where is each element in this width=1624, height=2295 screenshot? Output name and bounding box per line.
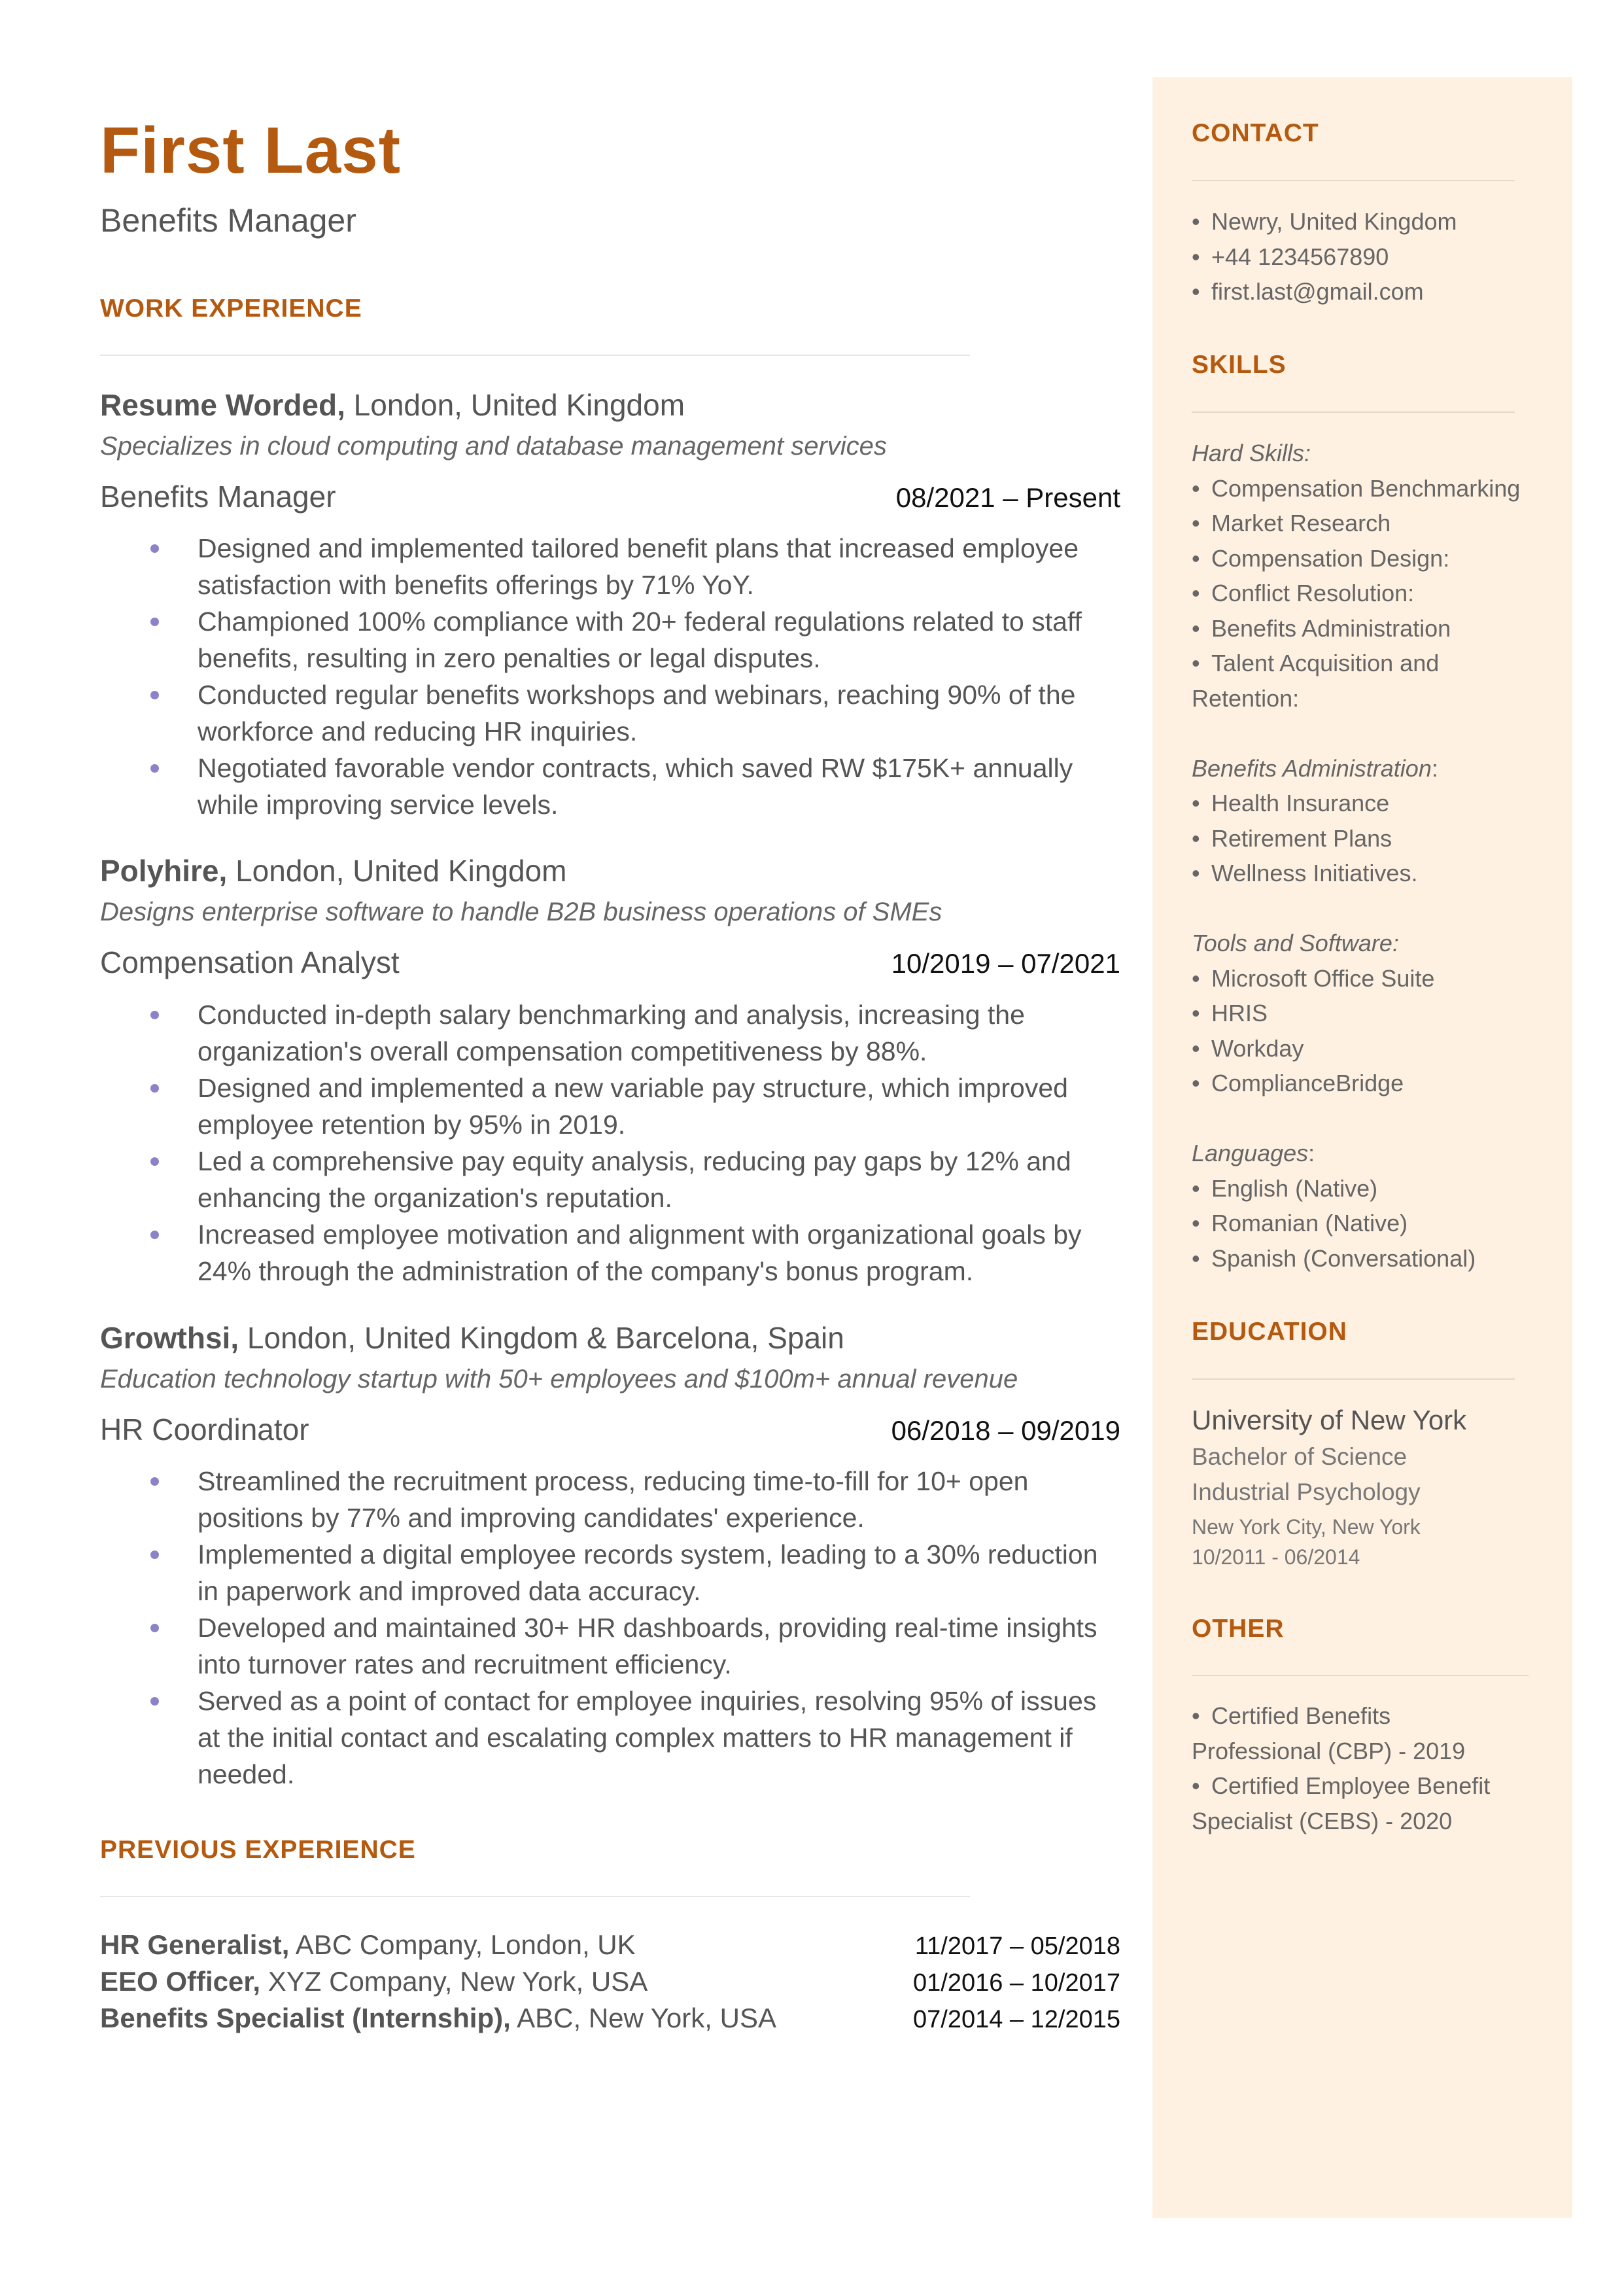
list-item: Developed and maintained 30+ HR dashboards, providing real-time insights into turnover rates and recruitment efficiency.: [150, 1609, 1099, 1683]
list-item: Negotiated favorable vendor contracts, which saved RW $175K+ annually while improving service levels.: [150, 750, 1099, 823]
list-item: • ComplianceBridge: [1192, 1070, 1404, 1096]
job-2-location: London, United Kingdom: [227, 854, 567, 888]
job-1-company-line: [100, 390, 685, 420]
spacer: [1192, 891, 1558, 926]
education-divider: [1192, 1378, 1515, 1380]
contact-location: • Newry, United Kingdom: [1192, 208, 1457, 235]
list-item: • Workday: [1192, 1034, 1304, 1062]
job-1-bullets: [150, 530, 1099, 823]
candidate-name: First Last: [100, 114, 402, 187]
skills-divider: [1192, 412, 1515, 413]
job-2-role: Compensation Analyst: [100, 945, 400, 979]
list-item: • Compensation Benchmarking: [1192, 474, 1521, 502]
previous-row-3-dates: 07/2014 – 12/2015: [913, 2006, 1120, 2033]
job-1-role: Benefits Manager: [100, 480, 336, 514]
previous-row-2-dates: 01/2016 – 10/2017: [913, 1969, 1120, 1997]
contact-phone: • +44 1234567890: [1192, 243, 1389, 270]
previous-row-1-dates: 11/2017 – 05/2018: [914, 1933, 1120, 1960]
job-2-bullets: [150, 996, 1099, 1289]
education-major: Industrial Psychology: [1192, 1479, 1421, 1505]
list-item: Designed and implemented tailored benefit plans that increased employee satisfaction with benefits offerings by 71% YoY.: [150, 530, 1099, 603]
job-3-bullets: [150, 1463, 1099, 1793]
job-2-company: Polyhire,: [100, 854, 228, 888]
contact-email: • first.last@gmail.com: [1192, 278, 1424, 305]
education-location: New York City, New York: [1192, 1515, 1421, 1539]
bullet-icon: [150, 764, 159, 773]
job-1-location: London, United Kingdom: [345, 388, 685, 422]
job-2-dates: 10/2019 – 07/2021: [891, 948, 1120, 979]
other-list: [1192, 1698, 1558, 1838]
list-item: • Microsoft Office Suite: [1192, 964, 1435, 992]
skills-heading: SKILLS: [1192, 351, 1287, 379]
list-item: Increased employee motivation and alignment with organizational goals by 24% through the administration of the company's bonus program.: [150, 1216, 1099, 1289]
education-university: University of New York: [1192, 1405, 1467, 1435]
job-3-company: Growthsi,: [100, 1321, 239, 1355]
list-item: Streamlined the recruitment process, reducing time-to-fill for 10+ open positions by 77% and improving candidates' experience.: [150, 1463, 1099, 1536]
contact-heading: CONTACT: [1192, 119, 1319, 147]
bullet-icon: [150, 1697, 159, 1706]
list-item: • Market Research: [1192, 510, 1391, 536]
list-item-continued: Specialist (CEBS) - 2020: [1192, 1807, 1453, 1834]
benefits-admin-label: Benefits Administration:: [1192, 754, 1438, 782]
list-item-continued: Retention:: [1192, 684, 1300, 712]
list-item: • English (Native): [1192, 1174, 1378, 1202]
list-item: Served as a point of contact for employee inquiries, resolving 95% of issues at the initial contact and escalating complex matters to HR management if needed.: [150, 1683, 1099, 1793]
skills-list: [1192, 436, 1558, 1276]
list-item: Led a comprehensive pay equity analysis, reducing pay gaps by 12% and enhancing the organization's reputation.: [150, 1143, 1099, 1216]
list-item: • Talent Acquisition and: [1192, 650, 1440, 676]
job-1-dates: 08/2021 – Present: [895, 482, 1120, 513]
job-2-company-line: [100, 856, 566, 886]
contact-divider: [1192, 180, 1515, 181]
previous-row-1: HR Generalist, ABC Company, London, UK: [100, 1929, 636, 1960]
list-item: • Wellness Initiatives.: [1192, 860, 1418, 886]
previous-row-3: Benefits Specialist (Internship), ABC, New York, USA: [100, 2003, 776, 2033]
job-2-tagline: Designs enterprise software to handle B2B business operations of SMEs: [100, 898, 942, 926]
tools-label: Tools and Software:: [1192, 930, 1399, 956]
previous-experience-heading: PREVIOUS EXPERIENCE: [100, 1836, 416, 1864]
education-heading: EDUCATION: [1192, 1318, 1347, 1346]
list-item: • Conflict Resolution:: [1192, 580, 1415, 606]
bullet-icon: [150, 691, 159, 699]
bullet-icon: [150, 1231, 159, 1239]
bullet-icon: [150, 544, 159, 553]
bullet-icon: [150, 1477, 159, 1486]
job-1-company: Resume Worded,: [100, 388, 345, 422]
work-experience-heading: WORK EXPERIENCE: [100, 294, 362, 323]
bullet-icon: [150, 1084, 159, 1093]
job-1-tagline: Specializes in cloud computing and database management services: [100, 432, 887, 461]
list-item: Conducted regular benefits workshops and webinars, reaching 90% of the workforce and reducing HR inquiries.: [150, 676, 1099, 750]
job-3-company-line: [100, 1323, 844, 1353]
list-item: Conducted in-depth salary benchmarking and analysis, increasing the organization's overall compensation competitiveness by 88%.: [150, 996, 1099, 1070]
list-item: • Certified Benefits: [1192, 1702, 1391, 1729]
contact-list: [1192, 204, 1558, 309]
list-item: • Benefits Administration: [1192, 614, 1451, 642]
list-item: • Compensation Design:: [1192, 544, 1450, 572]
previous-row-2: EEO Officer, XYZ Company, New York, USA: [100, 1966, 648, 1997]
list-item: Implemented a digital employee records system, leading to a 30% reduction in paperwork and improved data accuracy.: [150, 1536, 1099, 1609]
other-divider: [1192, 1675, 1529, 1676]
spacer: [1192, 716, 1558, 751]
spacer: [1192, 1101, 1558, 1136]
work-experience-divider: [100, 355, 970, 356]
list-item: • Romanian (Native): [1192, 1210, 1408, 1236]
list-item: • Certified Employee Benefit: [1192, 1772, 1491, 1799]
list-item: Designed and implemented a new variable pay structure, which improved employee retention by 95% in 2019.: [150, 1070, 1099, 1143]
previous-experience-divider: [100, 1896, 970, 1897]
education-dates: 10/2011 - 06/2014: [1192, 1545, 1360, 1569]
other-heading: OTHER: [1192, 1615, 1285, 1643]
languages-label: Languages:: [1192, 1140, 1315, 1166]
list-item-continued: Professional (CBP) - 2019: [1192, 1737, 1466, 1764]
list-item: • Spanish (Conversational): [1192, 1244, 1476, 1272]
job-3-role: HR Coordinator: [100, 1412, 309, 1446]
bullet-icon: [150, 618, 159, 626]
job-3-location: London, United Kingdom & Barcelona, Spain: [239, 1321, 844, 1355]
list-item: • HRIS: [1192, 1000, 1268, 1026]
bullet-icon: [150, 1157, 159, 1166]
job-3-tagline: Education technology startup with 50+ employees and $100m+ annual revenue: [100, 1365, 1018, 1393]
list-item: • Health Insurance: [1192, 790, 1390, 816]
job-3-dates: 06/2018 – 09/2019: [891, 1415, 1120, 1446]
bullet-icon: [150, 1550, 159, 1559]
hard-skills-label: Hard Skills:: [1192, 440, 1311, 466]
candidate-title: Benefits Manager: [100, 202, 356, 239]
bullet-icon: [150, 1011, 159, 1019]
bullet-icon: [150, 1624, 159, 1632]
education-degree: Bachelor of Science: [1192, 1443, 1408, 1470]
list-item: • Retirement Plans: [1192, 824, 1392, 852]
list-item: Championed 100% compliance with 20+ federal regulations related to staff benefits, resulting in zero penalties or legal disputes.: [150, 603, 1099, 676]
